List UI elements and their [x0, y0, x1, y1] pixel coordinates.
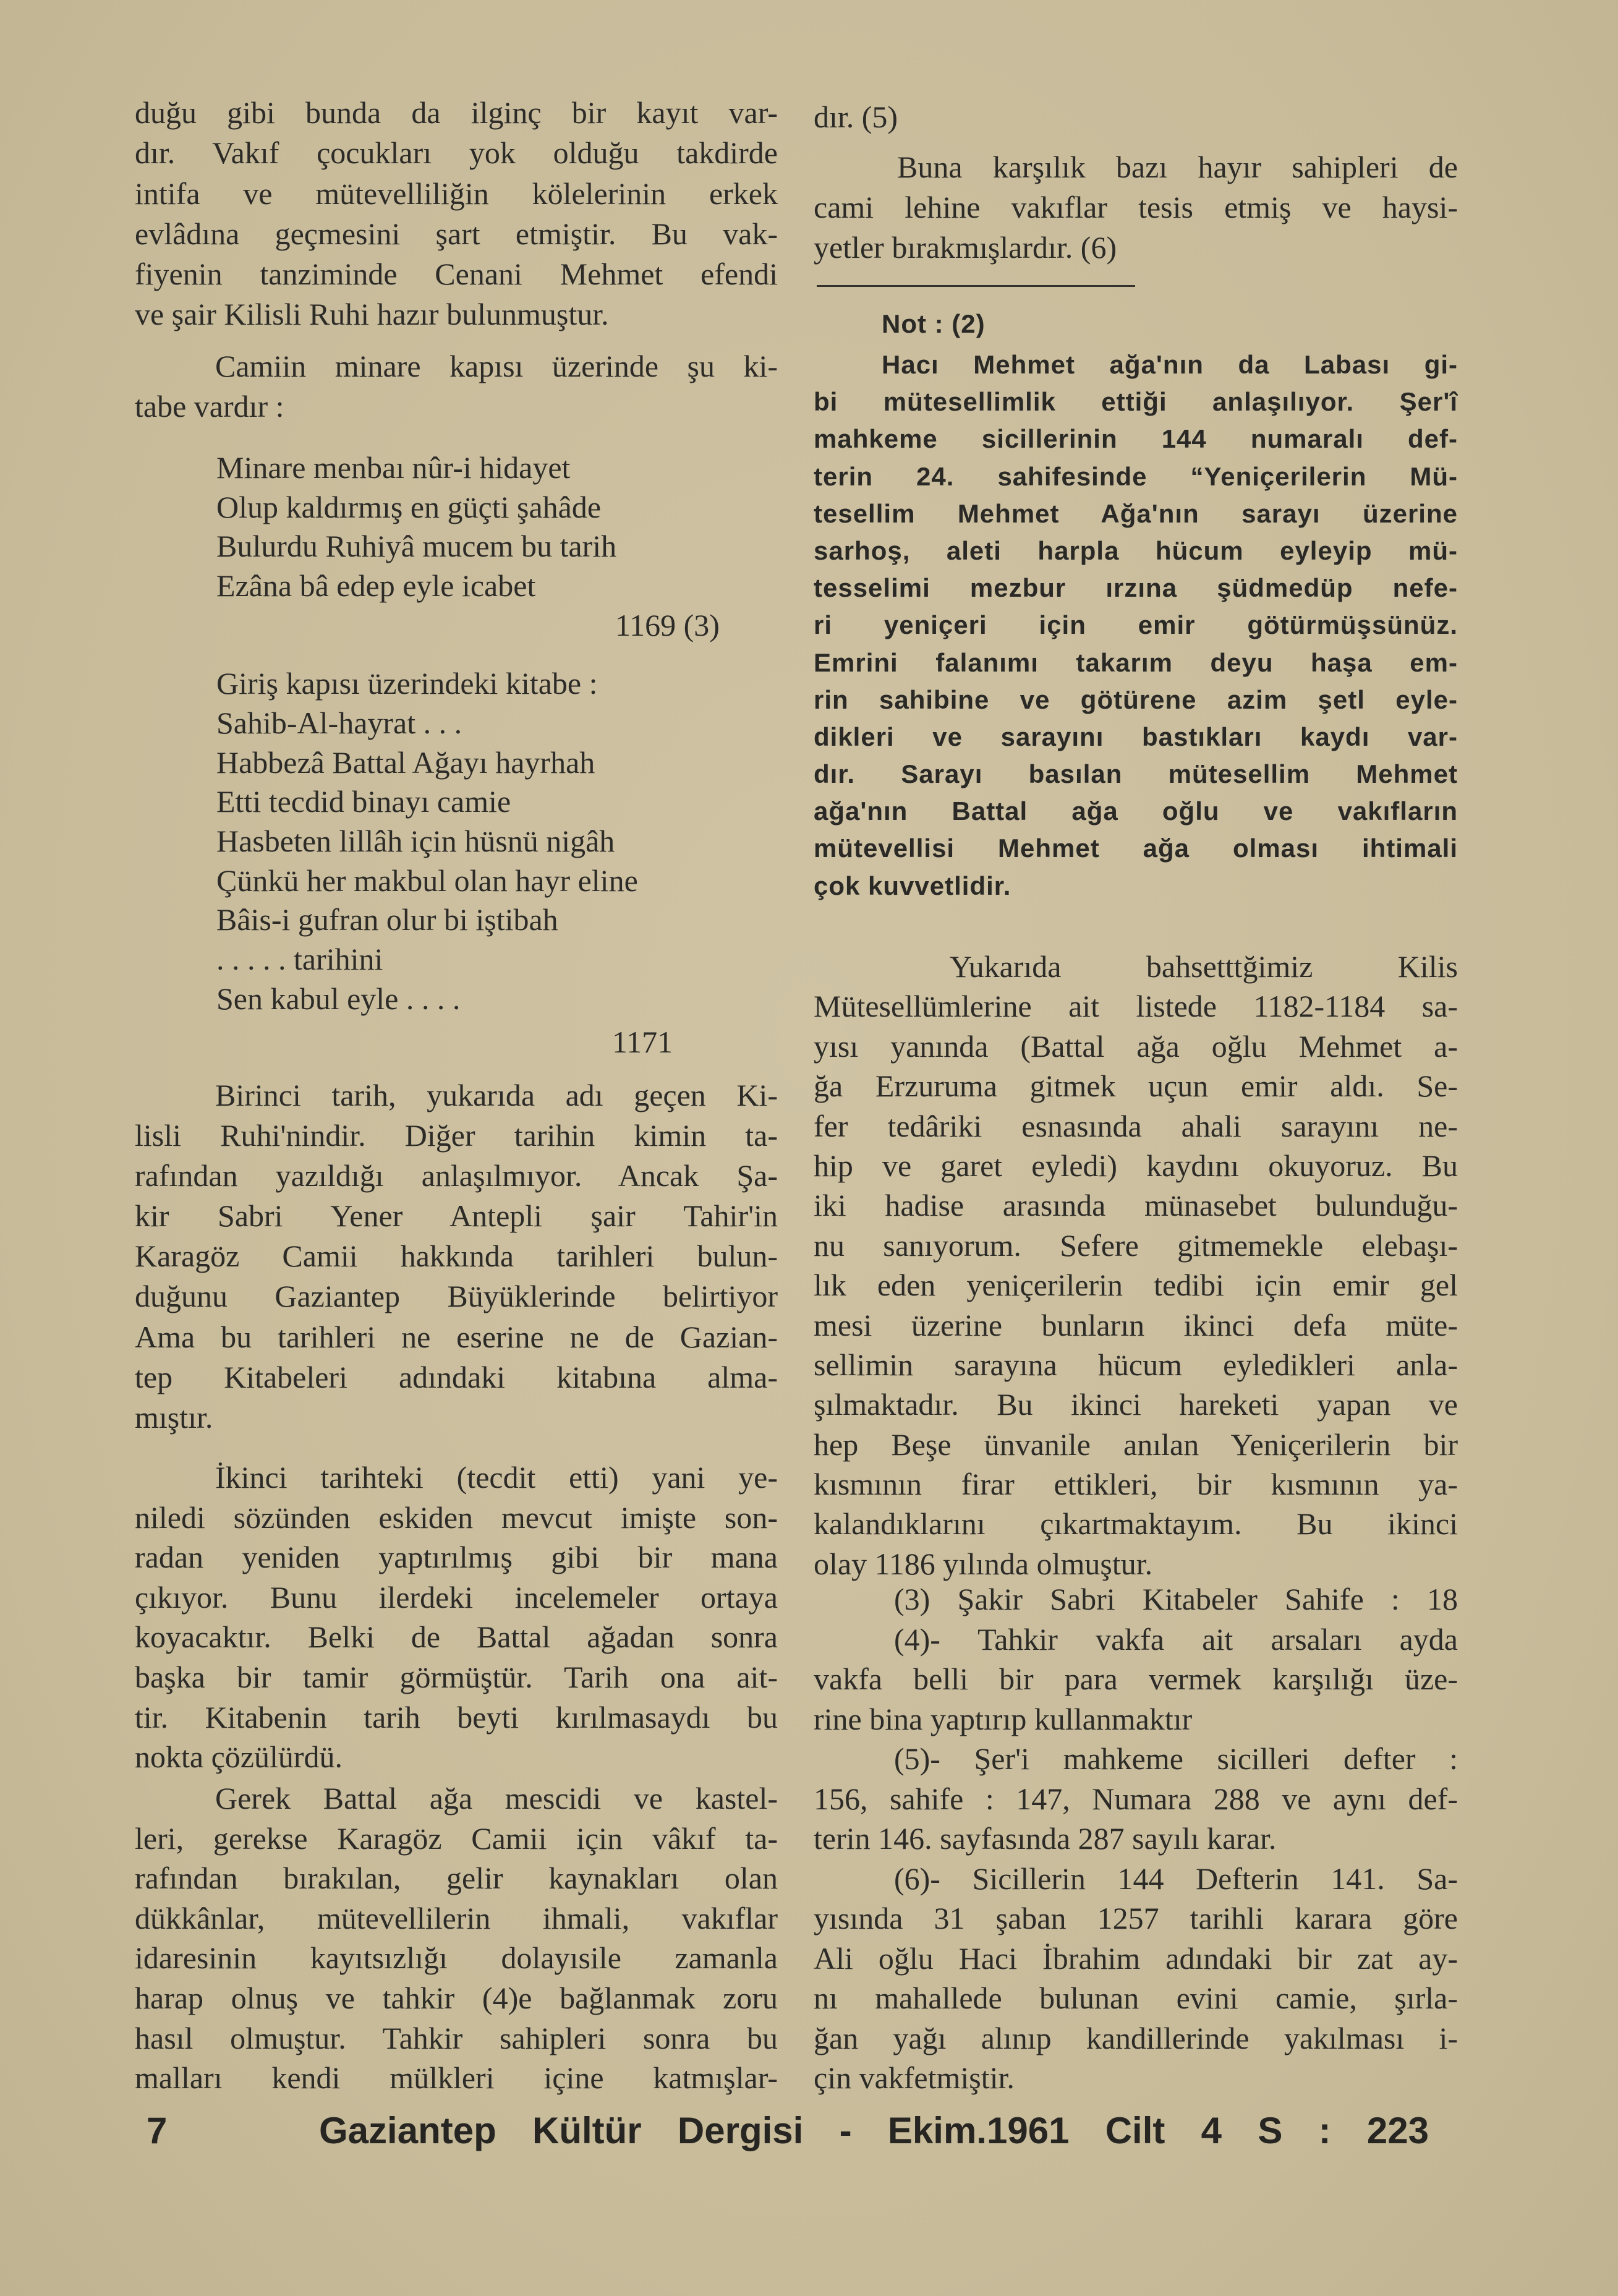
paragraph-line: kalandıklarını çıkartmaktayım. Bu ikinci	[814, 1506, 1458, 1542]
paragraph-line: radan yeniden yaptırılmış gibi bir mana	[135, 1540, 778, 1575]
paragraph-line: cami lehine vakıflar tesis etmiş ve haysi-	[814, 190, 1458, 224]
paragraph-line: Buna karşılık bazı hayır sahipleri de	[897, 150, 1458, 184]
footnote	[814, 1620, 1458, 1739]
paragraph-line: idaresinin kayıtsızlığı dolayısile zamanla	[135, 1940, 778, 1976]
entrance-inscription-line: . . . . . tarihini	[216, 942, 383, 977]
paragraph	[814, 947, 1458, 1584]
minaret-inscription	[216, 448, 760, 605]
note-body-line: terin 24. sahifesinde “Yeniçerilerin Mü-	[814, 461, 1458, 491]
paragraph-line: olay 1186 yılında olmuştur.	[814, 1546, 1153, 1581]
note-body-line: Hacı Mehmet ağa'nın da Labası gi-	[882, 350, 1458, 379]
note-body	[814, 346, 1458, 905]
paragraph-line: rafından bırakılan, gelir kaynakları olan	[135, 1861, 778, 1896]
entrance-inscription-line: Çünkü her makbul olan hayr eline	[216, 863, 638, 898]
paragraph	[135, 1778, 778, 2098]
note-title	[882, 305, 1191, 343]
paragraph-line: çıkıyor. Bunu ilerdeki incelemeler ortaya	[135, 1579, 778, 1615]
paragraph	[135, 346, 778, 427]
paragraph	[814, 97, 1458, 137]
paragraph-line: mıştır.	[135, 1399, 213, 1435]
paragraph-line: lisli Ruhi'nindir. Diğer tarihin kimin ta-	[135, 1118, 778, 1153]
entrance-inscription-line: Etti tecdid binayı camie	[216, 784, 511, 819]
entrance-inscription-line: Habbezâ Battal Ağayı hayrhah	[216, 745, 595, 780]
note-body-line: çok kuvvetlidir.	[814, 871, 1011, 900]
footnote-line: (5)- Şer'i mahkeme sicilleri defter :	[894, 1741, 1458, 1776]
paragraph-line: fiyenin tanziminde Cenani Mehmet efendi	[135, 257, 778, 292]
footnote-line: (4)- Tahkir vakfa ait arsaları ayda	[894, 1621, 1458, 1657]
paragraph-line: Yukarıda bahsetttğimiz Kilis	[950, 949, 1458, 984]
paragraph-line: hep Beşe ünvanile anılan Yeniçerilerin bir	[814, 1427, 1458, 1462]
note-body-line: tesellim Mehmet Ağa'nın sarayı üzerine	[814, 498, 1458, 528]
note-body-line: mahkeme sicillerinin 144 numaralı def-	[814, 424, 1458, 454]
entrance-inscription-line: Hasbeten lillâh için hüsnü nigâh	[216, 824, 615, 859]
paragraph-line: duğu gibi bunda da ilginç bir kayıt var-	[135, 95, 778, 130]
footer-journal-line: Gaziantep Kültür Dergisi - Ekim.1961 Cilt 4 S : 223	[319, 2110, 1429, 2151]
minaret-inscription-line: Ezâna bâ edep eyle icabet	[216, 568, 536, 603]
inscription-date	[615, 606, 776, 646]
inscription-date-line: 1171	[612, 1025, 673, 1059]
footer-page-number: 7	[147, 2110, 168, 2151]
paragraph-line: tabe vardır :	[135, 389, 284, 424]
note-title-line: Not : (2)	[882, 309, 986, 338]
note-body-line: Emrini falanımı takarım deyu haşa em-	[814, 647, 1458, 677]
paragraph-line: fer tedâriki esnasında ahali sarayını ne-	[814, 1108, 1458, 1143]
footnote-line: (3) Şakir Sabri Kitabeler Sahife : 18	[894, 1582, 1458, 1616]
paragraph-line: iki hadise arasında münasebet bulunduğu-	[814, 1188, 1458, 1223]
paragraph-line: evlâdına geçmesini şart etmiştir. Bu vak-	[135, 216, 778, 251]
paragraph-line: yetler bırakmışlardır. (6)	[814, 230, 1117, 265]
paragraph-line: leri, gerekse Karagöz Camii için vâkıf ta-	[135, 1820, 778, 1856]
footnote-line: yısında 31 şaban 1257 tarihli karara göre	[814, 1901, 1458, 1935]
paragraph-line: harap olnuş ve tahkir (4)e bağlanmak zoru	[135, 1980, 778, 2015]
paragraph-line: mesi üzerine bunların ikinci defa müte-	[814, 1307, 1458, 1342]
paragraph-line: Ama bu tarihleri ne eserine ne de Gazian-	[135, 1319, 778, 1354]
minaret-inscription-line: Bulurdu Ruhiyâ mucem bu tarih	[216, 529, 617, 563]
inscription-date	[612, 1023, 773, 1062]
entrance-inscription-line: Bâis-i gufran olur bi iştibah	[216, 902, 558, 937]
entrance-inscription-line: Sahib-Al-hayrat . . .	[216, 706, 462, 740]
paragraph-line: ve şair Kilisli Ruhi hazır bulunmuştur.	[135, 297, 609, 332]
minaret-inscription-line: Minare menbaı nûr-i hidayet	[216, 450, 571, 485]
note-body-line: rin sahibine ve götürene azim şetl eyle-	[814, 685, 1458, 714]
paragraph-line: dır. Vakıf çocukları yok olduğu takdirde	[135, 135, 778, 171]
paragraph-line: malları kendi mülkleri içine katmışlar-	[135, 2060, 778, 2096]
footnote-line: çin vakfetmiştir.	[814, 2060, 1015, 2095]
footnote-line: 156, sahife : 147, Numara 288 ve aynı def-	[814, 1781, 1458, 1816]
paragraph-line: Mütesellümlerine ait listede 1182-1184 sa-	[814, 989, 1458, 1024]
footnote-line: Ali oğlu Haci İbrahim adındaki bir zat ay-	[814, 1940, 1458, 1976]
note-separator	[817, 285, 1135, 287]
inscription-date-line: 1169 (3)	[615, 608, 720, 642]
note-body-line: sarhoş, aleti harpla hücum eyleyip mü-	[814, 536, 1458, 565]
paragraph	[135, 1457, 778, 1777]
footnote-line: nı mahallede bulunan evini camie, şırla-	[814, 1981, 1458, 2015]
paragraph-line: nu sanıyorum. Sefere gitmemekle elebaşı-	[814, 1227, 1458, 1263]
footnote-line: vakfa belli bir para vermek karşılığı üze-	[814, 1662, 1458, 1696]
paragraph	[135, 1075, 778, 1438]
footnote-line: terin 146. sayfasında 287 sayılı karar.	[814, 1821, 1277, 1856]
paragraph-line: Karagöz Camii hakkında tarihleri bulun-	[135, 1239, 778, 1274]
paragraph-line: Gerek Battal ağa mescidi ve kastel-	[215, 1781, 778, 1816]
entrance-inscription-line: Sen kabul eyle . . . .	[216, 981, 461, 1016]
note-body-line: ri yeniçeri için emir götürmüşsünüz.	[814, 610, 1458, 640]
note-body-line: tesselimi mezbur ırzına şüdmedüp nefe-	[814, 573, 1458, 603]
paragraph-line: niledi sözünden eskiden mevcut imişte son-	[135, 1500, 778, 1535]
paragraph-line: tir. Kitabenin tarih beyti kırılmasaydı bu	[135, 1699, 778, 1735]
paragraph-line: kir Sabri Yener Antepli şair Tahir'in	[135, 1198, 778, 1234]
paragraph-line: koyacaktır. Belki de Battal ağadan sonra	[135, 1620, 778, 1655]
note-body-line: dikleri ve sarayını bastıkları kaydı var-	[814, 722, 1458, 751]
paragraph-line: tep Kitabeleri adındaki kitabına alma-	[135, 1359, 778, 1394]
paragraph-line: dükkânlar, mütevellilerin ihmali, vakıflar	[135, 1900, 778, 1935]
entrance-inscription	[216, 704, 760, 1019]
paragraph-line: duğunu Gaziantep Büyüklerinde belirtiyor	[135, 1279, 778, 1314]
paragraph-line: hip ve garet eyledi) kaydını okuyoruz. Bu	[814, 1148, 1458, 1183]
paragraph-line: intifa ve mütevelliliğin kölelerinin erkek	[135, 176, 778, 211]
paragraph-line: başka bir tamir görmüştür. Tarih ona ait-	[135, 1659, 778, 1694]
footnote	[814, 1579, 1458, 1620]
footnote	[814, 1859, 1458, 2098]
footnote-line: rine bina yaptırıp kullanmaktır	[814, 1701, 1193, 1736]
footnote-line: (6)- Sicillerin 144 Defterin 141. Sa-	[894, 1861, 1458, 1896]
minaret-inscription-line: Olup kaldırmış en güçti şahâde	[216, 489, 602, 524]
inscription-heading	[216, 664, 760, 704]
paragraph-line: dır. (5)	[814, 100, 898, 134]
note-body-line: bi mütesellimlik ettiği anlaşılıyor. Şer'î	[814, 387, 1458, 417]
paragraph-line: lık eden yeniçerilerin tedibi için emir gel	[814, 1268, 1458, 1303]
paragraph-line: hasıl olmuştur. Tahkir sahipleri sonra bu	[135, 2020, 778, 2055]
note-body-line: ağa'nın Battal ağa oğlu ve vakıfların	[814, 796, 1458, 826]
paragraph-line: Camiin minare kapısı üzerinde şu ki-	[215, 349, 778, 383]
inscription-heading-line: Giriş kapısı üzerindeki kitabe :	[216, 666, 598, 701]
note-body-line: dır. Sarayı basılan mütesellim Mehmet	[814, 759, 1458, 789]
paragraph-line: sellimin sarayına hücum eyledikleri anla-	[814, 1347, 1458, 1382]
paragraph-line: rafından yazıldığı anlaşılmıyor. Ancak Şa-	[135, 1158, 778, 1193]
footnote-line: ğan yağı alınıp kandillerinde yakılması i-	[814, 2020, 1458, 2055]
paragraph-line: kısmının firar ettikleri, bir kısmının ya-	[814, 1467, 1458, 1502]
paragraph-line: Birinci tarih, yukarıda adı geçen Ki-	[215, 1078, 778, 1112]
paragraph-line: yısı yanında (Battal ağa oğlu Mehmet a-	[814, 1028, 1458, 1064]
paragraph-line: şılmaktadır. Bu ikinci hareketi yapan ve	[814, 1387, 1458, 1422]
footnote	[814, 1739, 1458, 1859]
paragraph	[814, 147, 1458, 268]
paragraph	[135, 93, 778, 335]
paragraph-line: ğa Erzuruma gitmek uçun emir aldı. Se-	[814, 1069, 1458, 1104]
paragraph-line: nokta çözülürdü.	[135, 1739, 343, 1775]
note-body-line: mütevellisi Mehmet ağa olması ihtimali	[814, 834, 1458, 863]
paragraph-line: İkinci tarihteki (tecdit etti) yani ye-	[215, 1460, 778, 1495]
